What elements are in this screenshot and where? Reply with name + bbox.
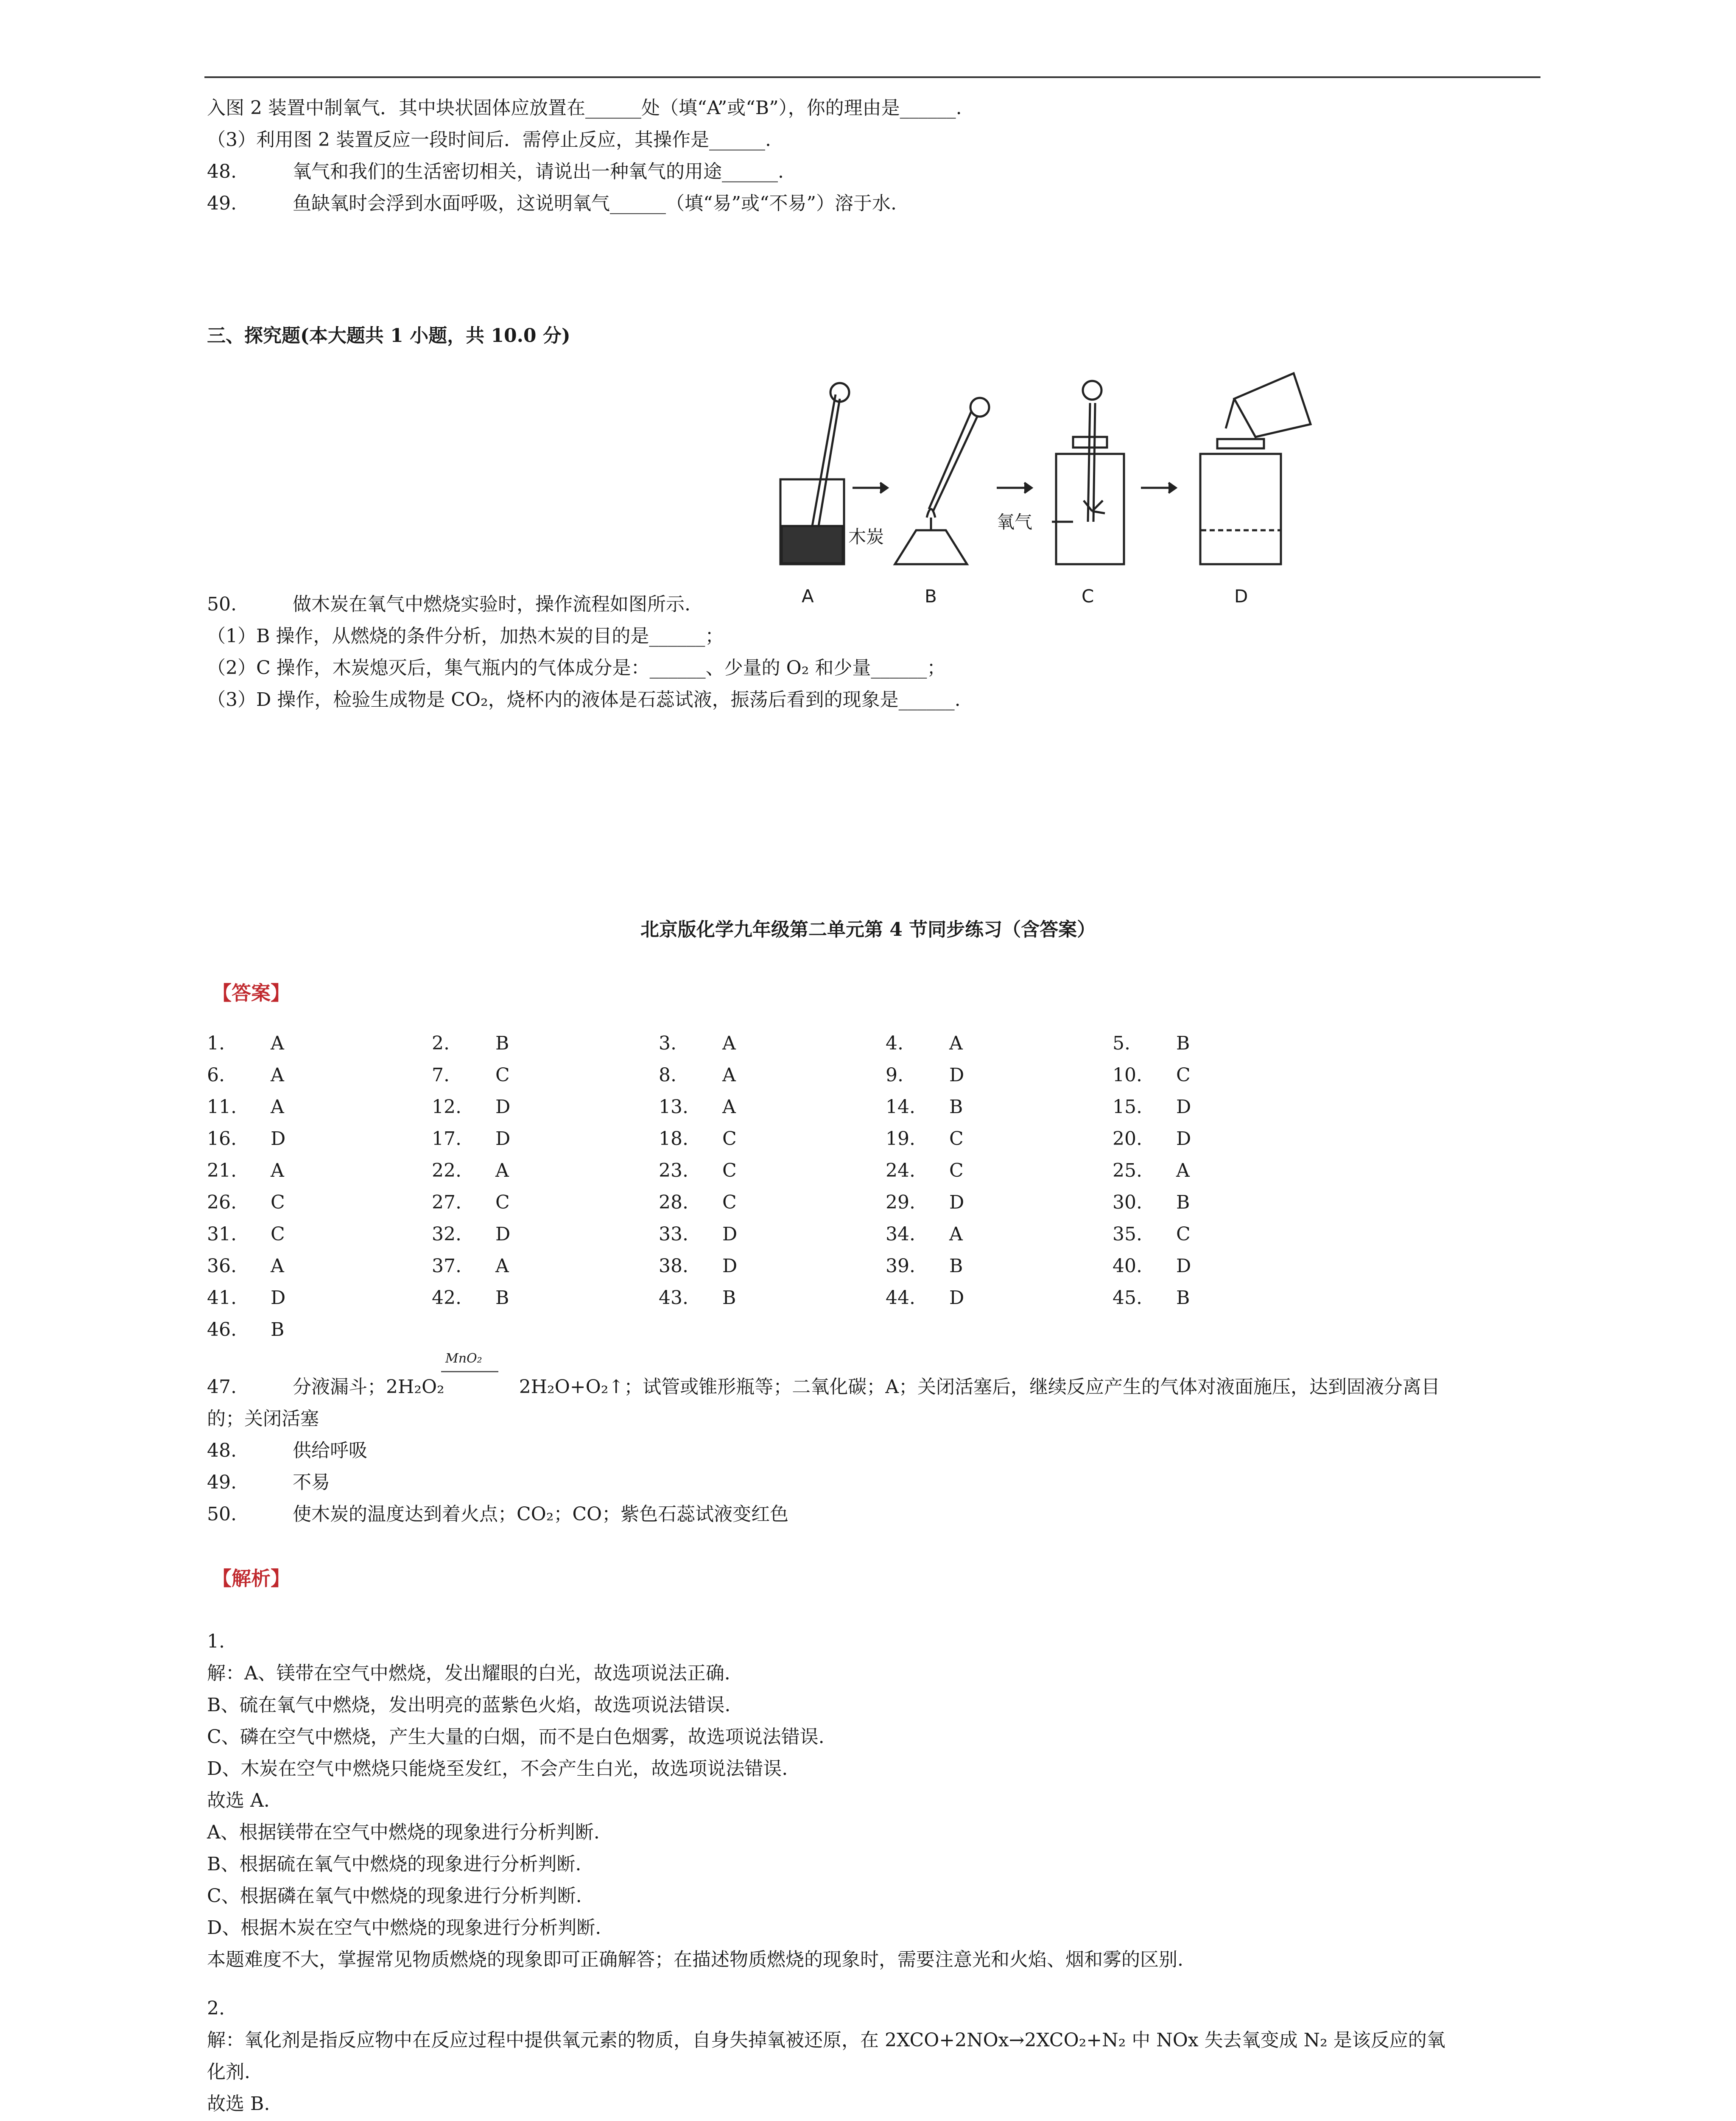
answer-number: 44.	[886, 1287, 915, 1309]
answer-number: 23.	[659, 1160, 688, 1181]
analysis-line: C、磷在空气中燃烧，产生大量的白烟，而不是白色烟雾，故选项说法错误.	[207, 1726, 825, 1748]
answer-number: 40.	[1113, 1255, 1142, 1277]
answer-choice: A	[271, 1255, 284, 1277]
answer-number: 38.	[659, 1255, 688, 1277]
answer-choice: A	[722, 1096, 736, 1118]
answer-choice: A	[495, 1160, 509, 1181]
answer-item	[207, 1031, 284, 1056]
answer-number: 1.	[207, 1033, 225, 1054]
answer-item	[432, 1285, 509, 1311]
answer-item	[207, 1190, 285, 1215]
answer-heading: 【答案】	[212, 982, 290, 1005]
answer-choice: D	[1176, 1096, 1191, 1118]
jar-d	[1200, 454, 1281, 564]
answer-number: 29.	[886, 1192, 915, 1213]
answer-choice: A	[271, 1064, 284, 1086]
answer-number: 3.	[659, 1033, 677, 1054]
answer-choice: B	[722, 1287, 736, 1309]
answer-choice: C	[1176, 1223, 1191, 1245]
answer-choice: B	[1176, 1033, 1190, 1054]
answer-choice: C	[271, 1223, 285, 1245]
answer-item	[886, 1158, 964, 1184]
answer-choice: D	[495, 1096, 511, 1118]
answer-item	[659, 1190, 737, 1215]
answer-choice: B	[1176, 1287, 1190, 1309]
answer-choice: D	[495, 1128, 511, 1150]
answer-choice: C	[949, 1128, 964, 1150]
answer-item	[207, 1254, 284, 1279]
analysis-line: D、根据木炭在空气中燃烧的现象进行分析判断.	[207, 1917, 601, 1939]
answer-number: 13.	[659, 1096, 688, 1118]
answer-choice: A	[722, 1064, 736, 1086]
answer-item	[886, 1031, 963, 1056]
answer-choice: A	[1176, 1160, 1190, 1181]
answer-item	[1113, 1222, 1191, 1247]
answer-number: 16.	[207, 1128, 237, 1150]
answer-item	[1113, 1158, 1190, 1184]
answer-item	[207, 1222, 285, 1247]
answer-item	[886, 1063, 964, 1088]
answer-number: 12.	[432, 1096, 461, 1118]
answer-number: 25.	[1113, 1160, 1142, 1181]
answer-47-line2: 的；关闭活塞	[207, 1408, 319, 1430]
answer-number: 20.	[1113, 1128, 1142, 1150]
answer-choice: C	[949, 1160, 964, 1181]
answer-47-line1: 47. 分液漏斗；2H₂O₂ 2H₂O+O₂↑；试管或锥形瓶等；二氧化碳；A；关闭活塞后，继续反应产生的气体对液面施压，达到固液分离目	[207, 1376, 1440, 1398]
answer-choice: D	[271, 1128, 286, 1150]
answer-item	[1113, 1063, 1191, 1088]
answer-section-title: 北京版化学九年级第二单元第 4 节同步练习（含答案）	[640, 919, 1096, 940]
answer-item	[432, 1158, 509, 1184]
answer-item	[432, 1222, 510, 1247]
text-line: （3）利用图 2 装置反应一段时间后．需停止反应，其操作是______.	[207, 129, 771, 151]
answer-item	[207, 1063, 284, 1088]
answer-item	[886, 1190, 964, 1215]
answer-number: 22.	[432, 1160, 461, 1181]
answer-item	[1113, 1031, 1190, 1056]
answer-item	[886, 1126, 964, 1152]
hand-c	[1083, 381, 1101, 400]
answer-item	[1113, 1094, 1191, 1120]
answer-number: 45.	[1113, 1287, 1142, 1309]
answer-number: 2.	[432, 1033, 450, 1054]
answer-number: 4.	[886, 1033, 903, 1054]
answer-choice: B	[1176, 1192, 1190, 1213]
answer-choice: A	[949, 1033, 963, 1054]
answer-number: 7.	[432, 1064, 450, 1086]
answer-number: 43.	[659, 1287, 688, 1309]
answer-choice: A	[722, 1033, 736, 1054]
analysis-line: 本题难度不大，掌握常见物质燃烧的现象即可正确解答；在描述物质燃烧的现象时，需要注意光和火焰、烟和雾的区别.	[207, 1949, 1183, 1970]
analysis-line: 解：氧化剂是指反应物中在反应过程中提供氧元素的物质，自身失掉氧被还原，在 2XCO+2NOx→2XCO₂+N₂ 中 NOx 失去氧变成 N₂ 是该反应的氧	[207, 2029, 1445, 2051]
answer-choice: D	[1176, 1128, 1191, 1150]
answer-number: 42.	[432, 1287, 461, 1309]
answer-number: 24.	[886, 1160, 915, 1181]
analysis-line: B、硫在氧气中燃烧，发出明亮的蓝紫色火焰，故选项说法错误.	[207, 1694, 731, 1716]
answer-choice: D	[271, 1287, 286, 1309]
answer-item	[432, 1126, 510, 1152]
question-48: 48. 氧气和我们的生活密切相关，请说出一种氧气的用途______.	[207, 161, 784, 182]
answer-number: 21.	[207, 1160, 237, 1181]
answer-number: 10.	[1113, 1064, 1142, 1086]
hand-b	[970, 398, 989, 417]
answer-item	[432, 1190, 510, 1215]
answer-number: 26.	[207, 1192, 237, 1213]
answer-number: 15.	[1113, 1096, 1142, 1118]
answer-number: 8.	[659, 1064, 677, 1086]
text-line: 入图 2 装置中制氧气．其中块状固体应放置在______处（填“A”或“B”），你的理由是______.	[207, 97, 962, 119]
label-charcoal: 木炭	[848, 526, 884, 547]
label-oxygen: 氧气	[997, 512, 1033, 532]
answer-item	[886, 1254, 963, 1279]
answer-number: 41.	[207, 1287, 237, 1309]
analysis-line: C、根据磷在氧气中燃烧的现象进行分析判断.	[207, 1885, 582, 1907]
answer-choice: D	[949, 1192, 964, 1213]
answer-item	[1113, 1285, 1190, 1311]
catalyst-label: MnO₂	[445, 1351, 482, 1366]
answer-item	[886, 1285, 964, 1311]
answer-choice: D	[1176, 1255, 1191, 1277]
label-d: D	[1234, 586, 1248, 607]
answer-item	[886, 1094, 963, 1120]
answer-choice: D	[495, 1223, 511, 1245]
answer-item	[432, 1094, 510, 1120]
answer-choice: A	[271, 1096, 284, 1118]
analysis-line: 故选 A.	[207, 1790, 270, 1811]
answer-choice: B	[495, 1033, 509, 1054]
answer-number: 17.	[432, 1128, 461, 1150]
answer-choice: D	[722, 1223, 738, 1245]
tongs-c	[1088, 403, 1090, 522]
question-50-stem: 50. 做木炭在氧气中燃烧实验时，操作流程如图所示.	[207, 593, 690, 615]
label-a: A	[802, 586, 814, 607]
header-rule	[204, 76, 1540, 78]
answer-number: 37.	[432, 1255, 461, 1277]
question-50-part2: （2）C 操作，木炭熄灭后，集气瓶内的气体成分是：______、少量的 O₂ 和少量______；	[207, 657, 946, 679]
answer-number: 27.	[432, 1192, 461, 1213]
analysis-line: A、根据镁带在空气中燃烧的现象进行分析判断.	[207, 1822, 600, 1843]
answer-choice: A	[495, 1255, 509, 1277]
answer-number: 46.	[207, 1319, 237, 1340]
question-49: 49. 鱼缺氧时会浮到水面呼吸，这说明氧气______（填“易”或“不易”）溶于水.	[207, 193, 897, 214]
answer-number: 34.	[886, 1223, 915, 1245]
analysis-line: 1.	[207, 1631, 225, 1652]
label-b: B	[925, 586, 937, 607]
question-50-part1: （1）B 操作，从燃烧的条件分析，加热木炭的目的是______；	[207, 625, 724, 647]
answer-item	[432, 1063, 510, 1088]
answer-choice: D	[949, 1287, 964, 1309]
answer-number: 36.	[207, 1255, 237, 1277]
answer-number: 28.	[659, 1192, 688, 1213]
answer-choice: C	[1176, 1064, 1191, 1086]
analysis-line: D、木炭在空气中燃烧只能烧至发红，不会产生白光，故选项说法错误.	[207, 1758, 788, 1780]
answer-choice: B	[495, 1287, 509, 1309]
answer-49: 49. 不易	[207, 1472, 330, 1493]
answer-item	[1113, 1254, 1191, 1279]
experiment-diagram	[776, 365, 1442, 615]
answer-choice: B	[949, 1096, 963, 1118]
answer-item	[659, 1158, 737, 1184]
answer-choice: C	[495, 1064, 510, 1086]
answer-choice: B	[949, 1255, 963, 1277]
answer-number: 33.	[659, 1223, 688, 1245]
answer-item	[659, 1094, 736, 1120]
answer-item	[886, 1222, 963, 1247]
answer-item	[659, 1285, 736, 1311]
answer-number: 39.	[886, 1255, 915, 1277]
answer-number: 32.	[432, 1223, 461, 1245]
answer-item	[207, 1285, 285, 1311]
answer-item	[659, 1031, 736, 1056]
answer-choice: A	[949, 1223, 963, 1245]
section-title: 三、探究题(本大题共 1 小题，共 10.0 分)	[207, 325, 570, 347]
answer-number: 6.	[207, 1064, 225, 1086]
answer-item	[432, 1031, 509, 1056]
analysis-heading: 【解析】	[212, 1567, 290, 1590]
answer-50: 50. 使木炭的温度达到着火点；CO₂；CO；紫色石蕊试液变红色	[207, 1503, 789, 1525]
analysis-line: B、根据硫在氧气中燃烧的现象进行分析判断.	[207, 1853, 581, 1875]
answer-number: 9.	[886, 1064, 903, 1086]
answer-item	[659, 1222, 737, 1247]
answer-number: 30.	[1113, 1192, 1142, 1213]
answer-choice: A	[271, 1033, 284, 1054]
question-50-part3: （3）D 操作，检验生成物是 CO₂，烧杯内的液体是石蕊试液，振荡后看到的现象是______.	[207, 689, 961, 711]
answer-choice: D	[949, 1064, 964, 1086]
catalyst-arrow	[441, 1371, 498, 1372]
answer-choice: B	[271, 1319, 285, 1340]
analysis-line: 解：A、镁带在空气中燃烧，发出耀眼的白光，故选项说法正确.	[207, 1662, 730, 1684]
answer-number: 5.	[1113, 1033, 1130, 1054]
answer-number: 35.	[1113, 1223, 1142, 1245]
answer-number: 31.	[207, 1223, 237, 1245]
analysis-line: 2.	[207, 1998, 225, 2019]
analysis-line: 故选 B.	[207, 2093, 270, 2115]
answer-choice: A	[271, 1160, 284, 1181]
answer-choice: C	[722, 1160, 737, 1181]
answer-item	[1113, 1126, 1191, 1152]
answer-item	[207, 1317, 284, 1343]
answer-number: 18.	[659, 1128, 688, 1150]
answer-item	[207, 1126, 285, 1152]
tongs-b	[929, 411, 971, 509]
answer-item	[659, 1254, 737, 1279]
answer-number: 14.	[886, 1096, 915, 1118]
analysis-line: 化剂.	[207, 2061, 250, 2083]
answer-number: 11.	[207, 1096, 237, 1118]
beaker	[1234, 373, 1311, 437]
label-c: C	[1082, 586, 1094, 607]
answer-number: 19.	[886, 1128, 915, 1150]
answer-item	[1113, 1190, 1190, 1215]
answer-48: 48. 供给呼吸	[207, 1440, 367, 1461]
alcohol-lamp	[895, 530, 967, 564]
charcoal-pile	[782, 526, 843, 563]
answer-item	[207, 1158, 284, 1184]
answer-item	[659, 1126, 737, 1152]
tongs-a	[812, 395, 836, 526]
answer-item	[207, 1094, 284, 1120]
answer-choice: C	[495, 1192, 510, 1213]
answer-choice: C	[271, 1192, 285, 1213]
answer-item	[659, 1063, 736, 1088]
answer-choice: D	[722, 1255, 738, 1277]
answer-choice: C	[722, 1192, 737, 1213]
answer-choice: C	[722, 1128, 737, 1150]
answer-item	[432, 1254, 509, 1279]
